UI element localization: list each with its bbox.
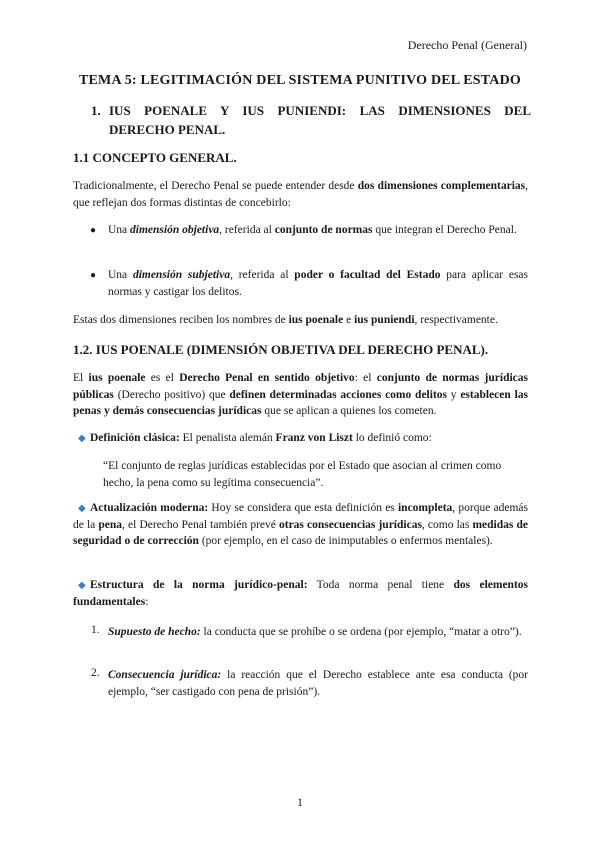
diamond-bullet-icon: ◆ bbox=[78, 580, 86, 591]
list-item: Una dimensión objetiva, referida al conjunto de normas que integran el Derecho Penal. bbox=[108, 224, 517, 236]
section-number: 1. bbox=[91, 103, 101, 118]
diamond-bullet-icon: ◆ bbox=[78, 433, 86, 444]
running-header: Derecho Penal (General) bbox=[407, 38, 527, 52]
ius-poenale-paragraph: El ius poenale es el Derecho Penal en sentido objetivo: el conjunto de normas jurídicas públicas (Derecho positivo) que definen determinadas acciones como delitos y establecen las penas y demás consecuencias jurídicas que se aplican a quienes los cometen. bbox=[73, 372, 528, 417]
structure-paragraph: Estructura de la norma jurídico-penal: Toda norma penal tiene dos elementos fundamentales: bbox=[73, 579, 529, 608]
page-number: 1 bbox=[297, 795, 303, 809]
intro-paragraph: Tradicionalmente, el Derecho Penal se puede entender desde dos dimensiones complementarias, que reflejan dos formas distintas de concebirlo: bbox=[73, 180, 528, 209]
list-item: Supuesto de hecho: la conducta que se prohíbe o se ordena (por ejemplo, “matar a otro”). bbox=[108, 626, 522, 638]
bullet-icon: ● bbox=[90, 225, 97, 236]
page-title: TEMA 5: LEGITIMACIÓN DEL SISTEMA PUNITIVO DEL ESTADO bbox=[78, 73, 521, 88]
list-number: 2. bbox=[91, 667, 100, 679]
subsection-1-1-heading: 1.1 CONCEPTO GENERAL. bbox=[73, 150, 237, 165]
diamond-bullet-icon: ◆ bbox=[78, 503, 86, 514]
modern-update-paragraph: Actualización moderna: Hoy se considera que esta definición es incompleta, porque además de la pena, el Derecho Penal también prevé otras consecuencias jurídicas, como las medidas de seguridad o de corrección (por ejemplo, en el caso de inimputables o enfermos mentales). bbox=[73, 502, 529, 547]
liszt-quote: “El conjunto de reglas jurídicas establecidas por el Estado que asocian al crimen como hecho, la pena como su legítima consecuencia”. bbox=[103, 460, 502, 489]
section-1-heading: 1. IUS POENALE Y IUS PUNIENDI: LAS DIMENSIONES DEL DERECHO PENAL. bbox=[91, 103, 531, 137]
list-number: 1. bbox=[91, 624, 100, 636]
list-item: Consecuencia jurídica: la reacción que el Derecho establece ante esa conducta (por ejemplo, “ser castigado con pena de prisión”). bbox=[108, 669, 529, 698]
bullet-icon: ● bbox=[90, 270, 97, 281]
list-item: Una dimensión subjetiva, referida al poder o facultad del Estado para aplicar esas normas y castigar los delitos. bbox=[108, 269, 528, 298]
definition-paragraph: Definición clásica: El penalista alemán Franz von Liszt lo definió como: bbox=[90, 432, 432, 444]
subsection-1-2-heading: 1.2. IUS POENALE (DIMENSIÓN OBJETIVA DEL DERECHO PENAL). bbox=[73, 342, 489, 357]
closing-paragraph: Estas dos dimensiones reciben los nombres de ius poenale e ius puniendi, respectivamente. bbox=[73, 314, 498, 326]
